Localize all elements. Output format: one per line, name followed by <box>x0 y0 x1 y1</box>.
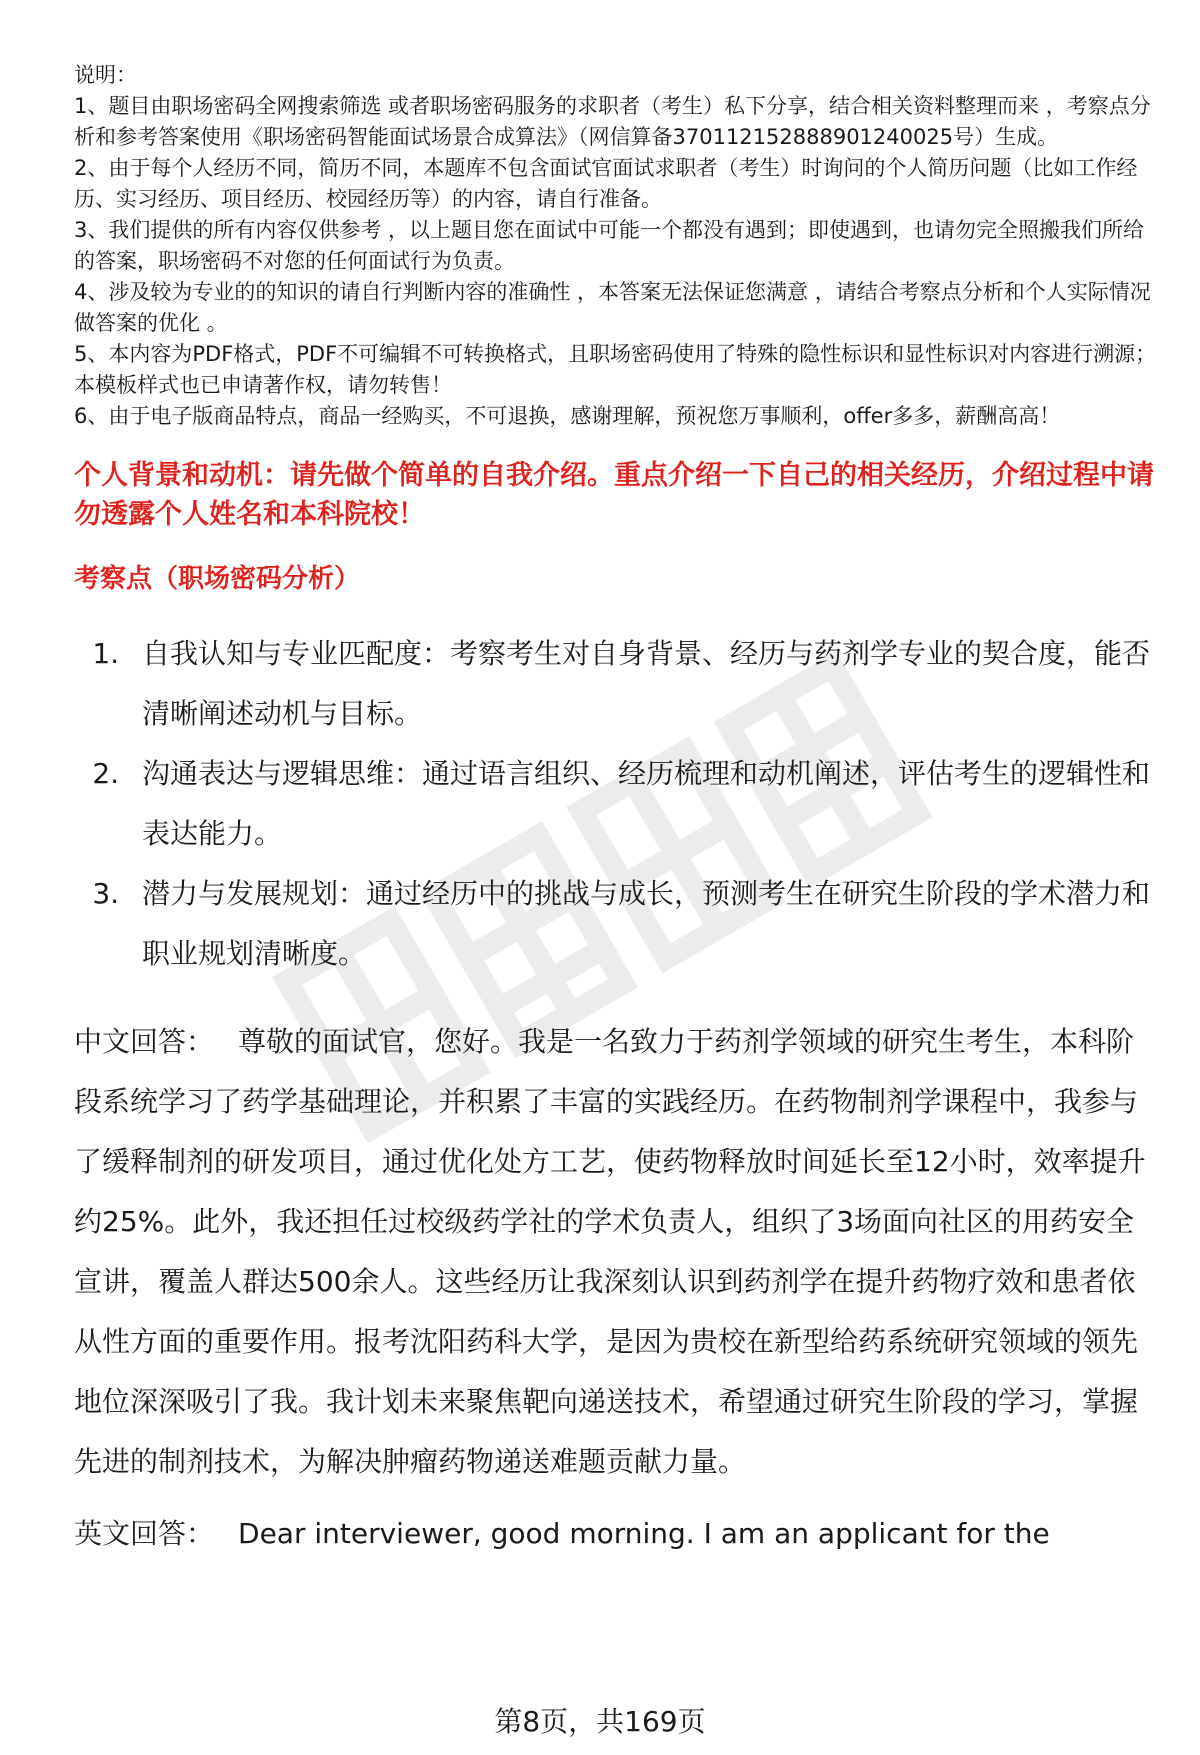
analysis-point: 2. 沟通表达与逻辑思维：通过语言组织、经历梳理和动机阐述，评估考生的逻辑性和表达能力。 <box>128 744 1160 864</box>
page-number: 第8页，共169页 <box>494 1705 706 1738</box>
notes-heading: 说明： <box>74 63 137 87</box>
chinese-answer-text: 尊敬的面试官，您好。我是一名致力于药剂学领域的研究生考生，本科阶段系统学习了药学基础理论，并积累了丰富的实践经历。在药物制剂学课程中，我参与了缓释制剂的研发项目，通过优化处方工艺，使药物释放时间延长至12小时，效率提升约25%。此外，我还担任过校级药学社的学术负责人，组织了3场面向社区的用药安全宣讲，覆盖人群达500余人。这些经历让我深刻认识到药剂学在提升药物疗效和患者依从性方面的重要作用。报考沈阳药科大学，是因为贵校在新型给药系统研究领域的领先地位深深吸引了我。我计划未来聚焦靶向递送技术，希望通过研究生阶段的学习，掌握先进的制剂技术，为解决肿瘤药物递送难题贡献力量。 <box>74 1025 1146 1478</box>
analysis-title: 考察点（职场密码分析） <box>74 564 361 594</box>
english-answer <box>74 1510 1160 1558</box>
analysis-points <box>74 624 1160 984</box>
disclaimer-notes <box>74 60 1160 432</box>
note-item: 5、本内容为PDF格式，PDF不可编辑不可转换格式，且职场密码使用了特殊的隐性标识和显性标识对内容进行溯源；本模板样式也已申请著作权，请勿转售！ <box>74 342 1157 397</box>
document-page <box>74 60 1160 1558</box>
analysis-point: 1. 自我认知与专业匹配度：考察考生对自身背景、经历与药剂学专业的契合度，能否清晰阐述动机与目标。 <box>128 624 1160 744</box>
english-answer-text: Dear interviewer, good morning. I am an applicant for the <box>238 1517 1050 1550</box>
chinese-answer <box>74 1012 1160 1492</box>
note-item: 4、涉及较为专业的的知识的请自行判断内容的准确性 ，本答案无法保证您满意 ，请结合考察点分析和个人实际情况做答案的优化 。 <box>74 280 1151 335</box>
interview-question: 个人背景和动机：请先做个简单的自我介绍。重点介绍一下自己的相关经历，介绍过程中请勿透露个人姓名和本科院校！ <box>74 460 1154 530</box>
note-item: 1、题目由职场密码全网搜索筛选 或者职场密码服务的求职者（考生）私下分享，结合相关资料整理而来 ，考察点分析和参考答案使用《职场密码智能面试场景合成算法》（网信算备370112152888901240025号）生成。 <box>74 94 1151 149</box>
note-item: 2、由于每个人经历不同，简历不同，本题库不包含面试官面试求职者（考生）时询问的个人简历问题（比如工作经历、实习经历、项目经历、校园经历等）的内容，请自行准备。 <box>74 156 1138 211</box>
note-item: 6、由于电子版商品特点，商品一经购买，不可退换，感谢理解，预祝您万事顺利，offer多多，薪酬高高！ <box>74 404 1061 428</box>
note-item: 3、我们提供的所有内容仅供参考 ，以上题目您在面试中可能一个都没有遇到；即使遇到，也请勿完全照搬我们所给的答案，职场密码不对您的任何面试行为负责。 <box>74 218 1145 273</box>
chinese-answer-label: 中文回答： <box>74 1025 215 1058</box>
english-answer-label: 英文回答： <box>74 1517 215 1550</box>
analysis-point: 3. 潜力与发展规划：通过经历中的挑战与成长，预测考生在研究生阶段的学术潜力和职业规划清晰度。 <box>128 864 1160 984</box>
